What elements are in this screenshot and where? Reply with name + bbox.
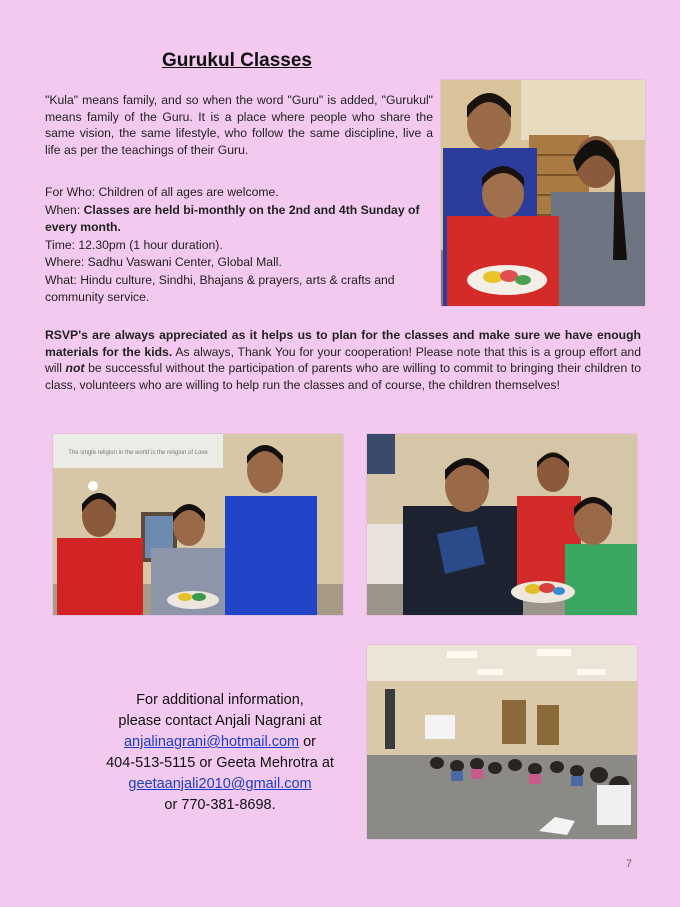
contact-phone2: or 770-381-8698.: [164, 797, 276, 813]
email-link-anjali[interactable]: anjalinagrani@hotmail.com: [123, 734, 300, 750]
banner-text: The single religion in the world is the religion of Love: [68, 450, 208, 456]
rsvp-paragraph: [45, 327, 641, 393]
time-text: Time: 12.30pm (1 hour duration).: [45, 237, 223, 252]
what-text: What: Hindu culture, Sindhi, Bhajans & prayers, arts & crafts and community service.: [45, 272, 395, 304]
rsvp-emphasis: not: [65, 361, 85, 375]
photo-three-children: [441, 80, 645, 306]
when-label: When:: [45, 202, 81, 217]
contact-info: [70, 690, 370, 816]
photo-hall-gathering: [367, 645, 637, 839]
when-value: Classes are held bi-monthly on the 2nd and 4th Sunday of every month.: [45, 202, 420, 234]
contact-line1: For additional information,: [136, 692, 304, 708]
photo-children-with-banner: [53, 434, 343, 615]
email-link-geeta[interactable]: geetaanjali2010@gmail.com: [128, 776, 312, 792]
page-number: 7: [626, 858, 633, 870]
contact-or: or: [299, 734, 317, 750]
for-who-text: For Who: Children of all ages are welcome.: [45, 185, 279, 199]
photo-children-with-crafts: [367, 434, 637, 615]
rsvp-text-before: As always, Thank You for your cooperation! Please note that this is a group effort and will: [45, 344, 641, 375]
intro-paragraph: "Kula" means family, and so when the word "Guru" is added, "Gurukul" means family of the Guru. It is a place where people who share the same vision, the same lifestyle, who follow the same discipline, live a life as per the teachings of their Guru.: [45, 93, 433, 157]
rsvp-text-after: be successful without the participation of parents who are willing to commit to bringing their children to class, volunteers who are willing to help run the classes and of course, the children themselves!: [45, 361, 641, 392]
page-title: Gurukul Classes: [162, 50, 312, 71]
class-details: [45, 184, 437, 307]
when-text: [45, 202, 437, 237]
where-text: Where: Sadhu Vaswani Center, Global Mall.: [45, 255, 282, 269]
rsvp-bold-text: RSVP's are always appreciated as it helps us to plan for the classes and make sure we have enough materials for the kids.: [45, 328, 641, 359]
contact-line2: please contact Anjali Nagrani at: [118, 713, 322, 729]
contact-phone1: 404-513-5115 or Geeta Mehrotra at: [106, 755, 334, 771]
